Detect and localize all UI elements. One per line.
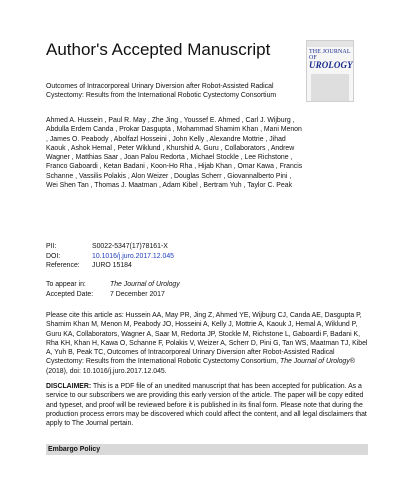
page-heading: Author's Accepted Manuscript bbox=[46, 40, 271, 59]
reference-value: JURO 15184 bbox=[92, 262, 132, 269]
doi-link[interactable]: 10.1016/j.juro.2017.12.045 bbox=[92, 252, 174, 260]
publication-info bbox=[46, 280, 180, 299]
citation-tail: (2018), doi: 10.1016/j.juro.2017.12.045. bbox=[46, 367, 167, 375]
citation-journal: The Journal of Urology® bbox=[280, 358, 355, 366]
accepted-date: 7 December 2017 bbox=[110, 290, 165, 298]
journal-logo-line2: UROLOGY bbox=[309, 60, 353, 70]
author-list: Ahmed A. Hussein , Paul R. May , Zhe Jing , Youssef E. Ahmed , Carl J. Wijburg , Abdulla Erdem Canda , Prokar Dasgupta , Mohammad Shamim Khan , Mani Menon , James O. Peabody , Abolfazl Hosseini , John Kelly , Alexandre Mottrie , Jihad Kaouk , Ashok Hemal , Peter Wiklund , Khurshid A. Guru , Collaborators , Andrew Wagner , Matthias Saar , Joan Palou Redorta , Michael Stockle , Lee Richstone , Franco Gaboardi , Ketan Badani , Koon-Ho Rha , Hijab Khan , Omar Kawa , Francis Schanne , Vassilis Polakis , Alon Weizer , Douglas Scherr , Giovannalberto Pini , Wei Shen Tan , Thomas J. Maatman , Adam Kibel , Bertram Yuh , Taylor C. Peak bbox=[46, 117, 303, 190]
appear-row bbox=[46, 280, 180, 290]
journal-name: The Journal of Urology bbox=[110, 281, 180, 288]
pii-value: S0022-5347(17)78161-X bbox=[92, 243, 168, 250]
doi-label: DOI: bbox=[46, 252, 61, 260]
citation-paragraph bbox=[46, 311, 368, 376]
disclaimer-text: This is a PDF file of an unedited manuscript that has been accepted for publication. As a service to our subscribers we are providing this early version of the article. The paper will be copy edited and typeset, and proof will be reviewed before it is published in its final form. Please note that during the production process errors may be discovered which could affect the content, and all legal disclaimers that apply to The Journal pertain. bbox=[46, 383, 367, 428]
article-title: Outcomes of Intracorporeal Urinary Diversion after Robot-Assisted Radical Cystectomy: Results from the International Robotic Cystectomy Consortium bbox=[46, 83, 277, 100]
disclaimer-paragraph bbox=[46, 382, 368, 428]
embargo-policy-bar: Embargo Policy bbox=[46, 444, 368, 455]
disclaimer-label: DISCLAIMER: bbox=[46, 383, 92, 390]
pii-row bbox=[46, 242, 174, 252]
reference-row bbox=[46, 261, 174, 271]
journal-logo bbox=[307, 47, 353, 70]
citation-lead: Please cite this article as: Hussein AA, May PR, Jing Z, Ahmed YE, Wijburg CJ, Canda AE, Dasgupta P, Shamim Khan M, Menon M, Peabody JO, Hosseini A, Kelly J, Mottrie A, Kaouk J, Hemal A, Wiklund P, Guru KA, Collaborators, Wagner A, Saar M, Redorta JP, Stockle M, Richstone L, Gaboardi F, Badani K, Rha KH, Khan H, Kawa O, Schanne F, Polakis V, Weizer A, Scherr D, Pini G, Tan WS, Maatman TJ, Kibel A, Yuh B, Peak TC, Outcomes of Intracorporeal Urinary Diversion after Robot-Assisted Radical Cystectomy: Results from the International Robotic Cystectomy Consortium, bbox=[46, 312, 368, 366]
journal-logo-line1: THE JOURNAL OF bbox=[309, 49, 351, 61]
accepted-label: Accepted Date: bbox=[46, 290, 94, 298]
pii-label: PII: bbox=[46, 243, 57, 250]
cover-image-placeholder bbox=[311, 74, 349, 102]
article-identifiers bbox=[46, 242, 174, 271]
reference-label: Reference: bbox=[46, 262, 80, 269]
doi-row bbox=[46, 252, 174, 262]
accepted-row bbox=[46, 290, 180, 300]
appear-label: To appear in: bbox=[46, 281, 86, 288]
journal-cover-thumbnail bbox=[306, 40, 354, 102]
